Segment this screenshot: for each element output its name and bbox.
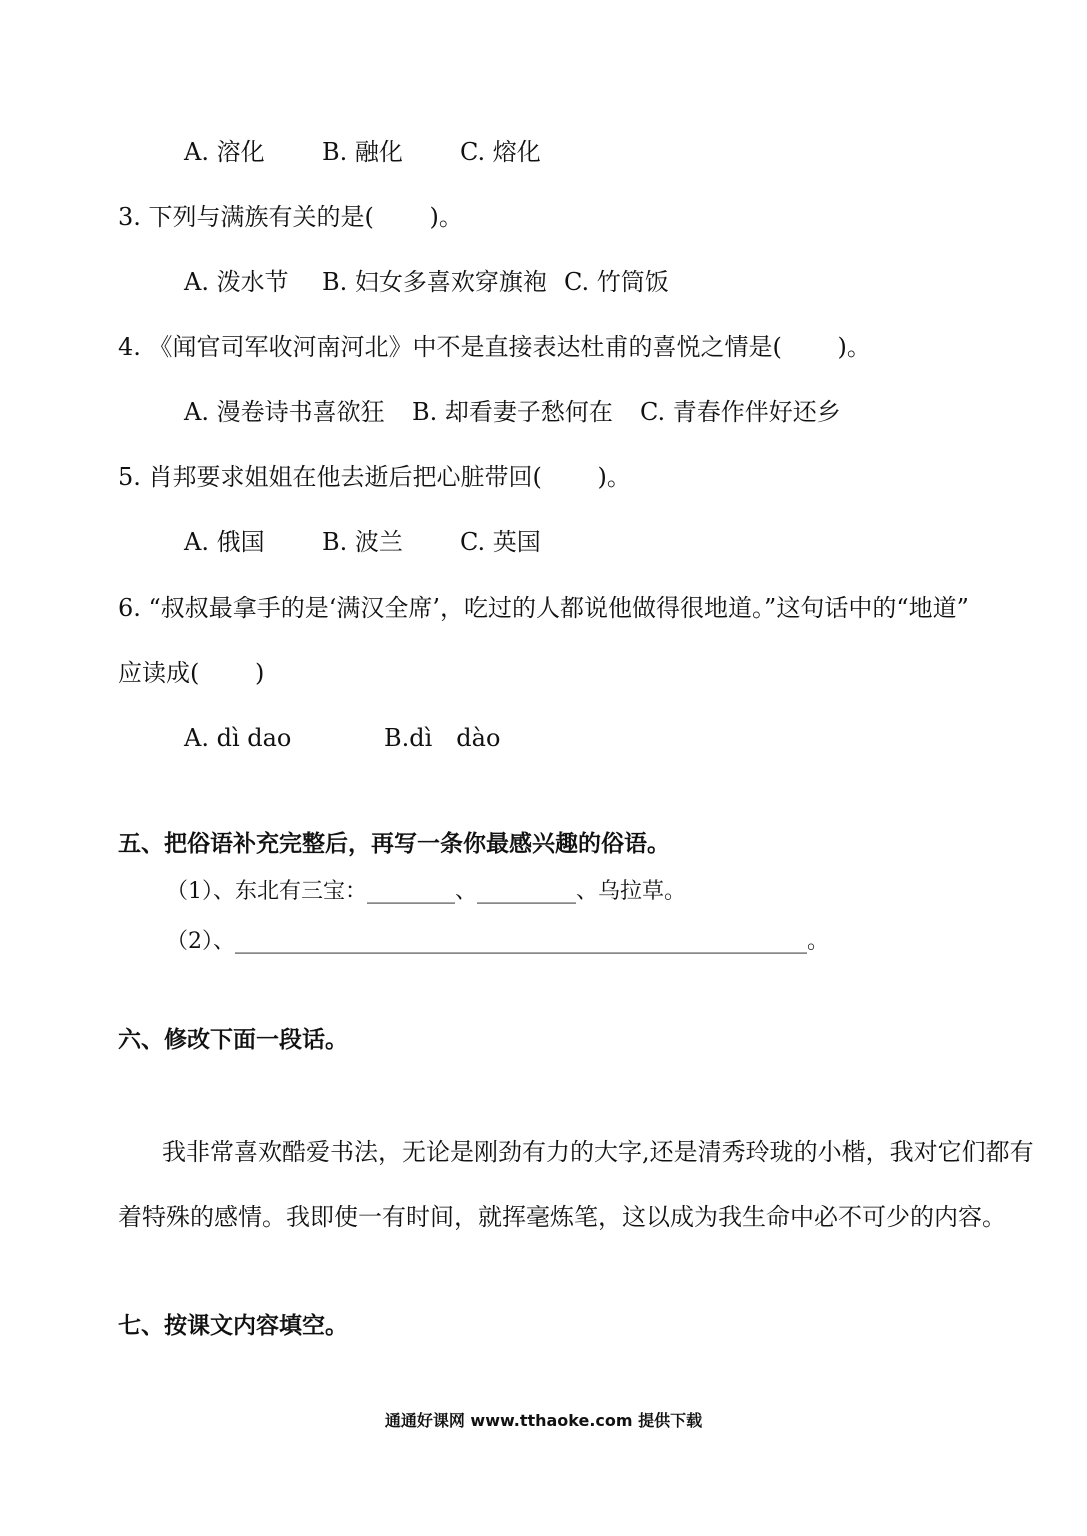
q3-text: 3. 下列与满族有关的是( )。	[118, 203, 463, 231]
q5-text: 5. 肖邦要求姐姐在他去逝后把心脏带回( )。	[118, 463, 631, 491]
q6-text-line1: 6. “叔叔最拿手的是‘满汉全席’，吃过的人都说他做得很地道。”这句话中的“地道”	[118, 594, 969, 622]
q6-option-a: A. dì dao	[184, 724, 292, 752]
q4-text: 4. 《闻官司军收河南河北》中不是直接表达杜甫的喜悦之情是( )。	[118, 333, 871, 361]
section5-heading: 五、把俗语补充完整后，再写一条你最感兴趣的俗语。	[118, 830, 670, 857]
q5-option-a: A. 俄国	[184, 528, 265, 556]
section6-para-line1: 我非常喜欢酷爱书法，无论是刚劲有力的大字,还是清秀玲珑的小楷，我对它们都有	[162, 1138, 1034, 1166]
q3-option-c: C. 竹筒饭	[564, 268, 669, 296]
section5-item2: （2）、____________________________________________________。	[166, 929, 829, 954]
section6-heading: 六、修改下面一段话。	[118, 1026, 348, 1053]
section6-para-line2: 着特殊的感情。我即使一有时间，就挥毫炼笔，这以成为我生命中必不可少的内容。	[118, 1203, 1006, 1231]
q2-option-c: C. 熔化	[460, 138, 541, 166]
q2-option-a: A. 溶化	[184, 138, 265, 166]
q5-option-b: B. 波兰	[322, 528, 403, 556]
q6-text-line2: 应读成( )	[118, 659, 265, 687]
q4-option-b: B. 却看妻子愁何在	[412, 398, 613, 426]
section5-item1: （1）、东北有三宝：________、_________、乌拉草。	[166, 879, 686, 904]
q3-option-a: A. 泼水节	[184, 268, 289, 296]
q6-option-b: B.dì dào	[384, 724, 501, 752]
q3-option-b: B. 妇女多喜欢穿旗袍	[322, 268, 547, 296]
q4-option-a: A. 漫卷诗书喜欲狂	[184, 398, 385, 426]
page-footer: 通通好课网 www.tthaoke.com 提供下载	[384, 1411, 703, 1430]
q2-option-b: B. 融化	[322, 138, 403, 166]
q5-option-c: C. 英国	[460, 528, 541, 556]
section7-heading: 七、按课文内容填空。	[118, 1312, 348, 1339]
q4-option-c: C. 青春作伴好还乡	[640, 398, 841, 426]
